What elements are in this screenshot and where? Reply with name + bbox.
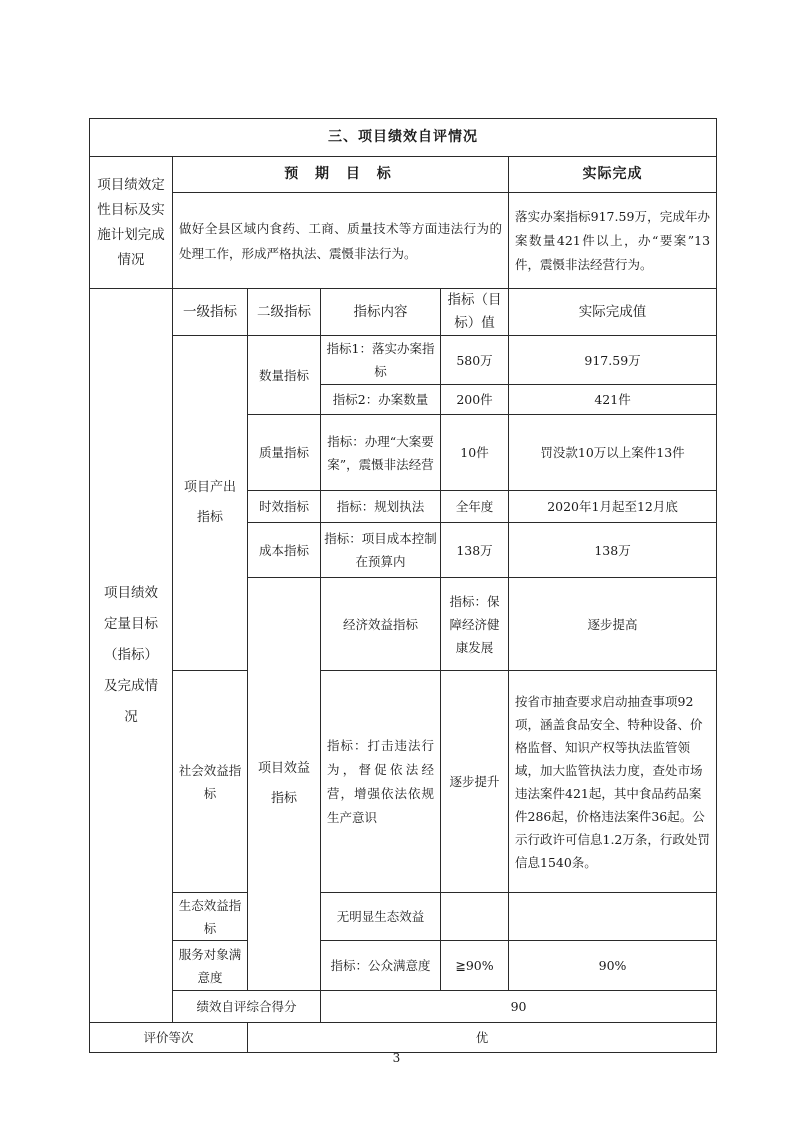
indicator-target: 138万 — [441, 523, 509, 578]
qualitative-label: 项目绩效定性目标及实施计划完成情况 — [90, 157, 173, 289]
indicator-content: 指标2：办案数量 — [321, 385, 441, 415]
actual-completion-text: 落实办案指标917.59万，完成年办案数量421件以上，办“要案”13件，震慑非法经营行为。 — [509, 193, 717, 289]
indicator-actual: 罚没款10万以上案件13件 — [509, 415, 717, 491]
indicator-content: 指标：公众满意度 — [321, 941, 441, 991]
table-row — [90, 336, 717, 385]
indicator-actual: 2020年1月起至12月底 — [509, 491, 717, 523]
indicator-target: 10件 — [441, 415, 509, 491]
level2-cost: 成本指标 — [248, 523, 321, 578]
grade-value: 优 — [248, 1023, 717, 1053]
page-number: 3 — [392, 1051, 401, 1065]
title-row — [90, 119, 717, 157]
level2-ecological: 生态效益指标 — [173, 893, 248, 941]
level2-quantity: 数量指标 — [248, 336, 321, 415]
level1-output-indicator: 项目产出指标 — [173, 336, 248, 671]
level2-quality: 质量指标 — [248, 415, 321, 491]
actual-completion-header: 实际完成 — [509, 157, 717, 193]
indicator-actual: 138万 — [509, 523, 717, 578]
table-row — [90, 941, 717, 991]
level2-economic: 经济效益指标 — [321, 578, 441, 671]
indicator-actual — [509, 893, 717, 941]
indicator-actual: 90% — [509, 941, 717, 991]
column-header-actual: 实际完成值 — [509, 289, 717, 336]
performance-table — [89, 118, 717, 1053]
indicator-target: 全年度 — [441, 491, 509, 523]
qualitative-header-row — [90, 157, 717, 193]
indicator-target: ≧90% — [441, 941, 509, 991]
indicator-content: 指标：打击违法行为，督促依法经营，增强依法依规生产意识 — [321, 671, 441, 893]
table-row — [90, 893, 717, 941]
indicator-content: 指标1：落实办案指标 — [321, 336, 441, 385]
grade-row — [90, 1023, 717, 1053]
qualitative-content-row — [90, 193, 717, 289]
column-header-level2: 二级指标 — [248, 289, 321, 336]
grade-label: 评价等次 — [90, 1023, 248, 1053]
level2-satisfaction: 服务对象满意度 — [173, 941, 248, 991]
quantitative-header-row — [90, 289, 717, 336]
table-row — [90, 671, 717, 893]
indicator-actual: 421件 — [509, 385, 717, 415]
score-label: 绩效自评综合得分 — [173, 991, 321, 1023]
indicator-content: 指标：保障经济健康发展 — [441, 578, 509, 671]
quantitative-label: 项目绩效定量目标（指标）及完成情况 — [90, 289, 173, 1023]
column-header-content: 指标内容 — [321, 289, 441, 336]
expected-goal-header: 预 期 目 标 — [173, 157, 509, 193]
indicator-content: 指标：项目成本控制在预算内 — [321, 523, 441, 578]
indicator-actual: 917.59万 — [509, 336, 717, 385]
score-value: 90 — [321, 991, 717, 1023]
indicator-content: 指标：办理“大案要案”，震慑非法经营 — [321, 415, 441, 491]
section-title: 三、项目绩效自评情况 — [90, 119, 717, 157]
level2-social: 社会效益指标 — [173, 671, 248, 893]
level2-timeliness: 时效指标 — [248, 491, 321, 523]
column-header-target: 指标（目标）值 — [441, 289, 509, 336]
indicator-target: 580万 — [441, 336, 509, 385]
score-row — [90, 991, 717, 1023]
expected-goal-text: 做好全县区域内食药、工商、质量技术等方面违法行为的处理工作，形成严格执法、震慑非法行为。 — [173, 193, 509, 289]
indicator-actual: 按省市抽查要求启动抽查事项92项，涵盖食品安全、特种设备、价格监督、知识产权等执法监管领域，加大监管执法力度，查处市场违法案件421起，其中食品药品案件286起，价格违法案件36起。公示行政许可信息1.2万条，行政处罚信息1540条。 — [509, 671, 717, 893]
column-header-level1: 一级指标 — [173, 289, 248, 336]
indicator-target — [441, 893, 509, 941]
indicator-content: 无明显生态效益 — [321, 893, 441, 941]
indicator-target: 逐步提高 — [509, 578, 717, 671]
indicator-target: 逐步提升 — [441, 671, 509, 893]
indicator-content: 指标：规划执法 — [321, 491, 441, 523]
indicator-target: 200件 — [441, 385, 509, 415]
level1-benefit-indicator: 项目效益指标 — [248, 578, 321, 991]
